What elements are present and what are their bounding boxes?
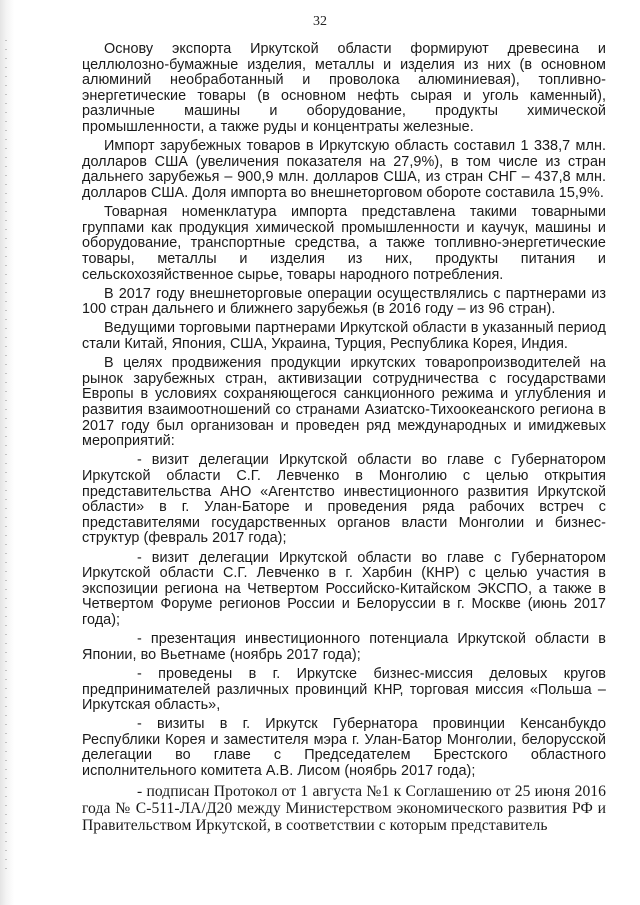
paragraph-partner-countries: В 2017 году внешнеторговые операции осуществлялись с партнерами из 100 стран дальнего и ближнего зарубежья (в 2016 году – из 96 стран). (82, 285, 606, 318)
document-body (82, 42, 606, 838)
page-number: 32 (313, 14, 327, 29)
paragraph-import-nomenclature: Товарная номенклатура импорта представлена такими товарными группами как продукция химической промышленности и каучук, машины и оборудование, транспортные средства, а также топливно-энергетические товары, металлы и изделия из них, продукты питания и сельскохозяйственное сырье, товары народного потребления. (82, 204, 606, 283)
binding-marks (5, 40, 7, 870)
list-item: - проведены в г. Иркутске бизнес-миссия деловых кругов предпринимателей различных провинций КНР, торговая миссия «Польша – Иркутская область», (82, 665, 606, 714)
list-item: - визит делегации Иркутской области во главе с Губернатором Иркутской области С.Г. Левченко в Монголию с целью открытия представительства АНО «Агентство инвестиционного развития Иркутской области» в г. Улан-Баторе и проведения ряда рабочих встреч с представителями государственных органов власти Монголии и бизнес-структур (февраль 2017 года); (82, 452, 606, 547)
list-item: - подписан Протокол от 1 августа №1 к Соглашению от 25 июня 2016 года № С-511-ЛА/Д20 между Министерством экономического развития РФ и Правительством Иркутской, в соответствии с которым представитель (82, 783, 606, 835)
paragraph-events-intro: В целях продвижения продукции иркутских товаропроизводителей на рынок зарубежных стран, активизации сотрудничества с государствами Европы в условиях сохраняющегося санкционного режима и углубления и развития взаимоотношений со странами Азиатско-Тихоокеанского региона в 2017 году был организован и проведен ряд международных и имиджевых мероприятий: (82, 355, 606, 450)
list-item: - визиты в г. Иркутск Губернатора провинции Кенсанбукдо Республики Корея и заместителя мэра г. Улан-Батор Монголии, белорусской делегации во главе с Председателем Брестского областного исполнительного комитета А.В. Лисом (ноябрь 2017 года); (82, 716, 606, 780)
paragraph-leading-partners: Ведущими торговыми партнерами Иркутской области в указанный период стали Китай, Япония, США, Украина, Турция, Республика Корея, Индия. (82, 320, 606, 353)
paragraph-import-volume: Импорт зарубежных товаров в Иркутскую область составил 1 338,7 млн. долларов США (увеличения показателя на 27,9%), в том числе из стран дальнего зарубежья – 900,9 млн. долларов США, из стран СНГ – 437,8 млн. долларов США. Доля импорта во внешнеторговом обороте составила 15,9%. (82, 138, 606, 201)
list-item: - визит делегации Иркутской области во главе с Губернатором Иркутской области С.Г. Левченко в г. Харбин (КНР) с целью участия в экспозиции региона на Четвертом Российско-Китайском ЭКСПО, а также в Четвертом Форуме регионов России и Белоруссии в г. Москве (июнь 2017 года); (82, 549, 606, 628)
list-item: - презентация инвестиционного потенциала Иркутской области в Японии, во Вьетнаме (ноябрь 2017 года); (82, 631, 606, 663)
scan-left-edge (0, 0, 14, 905)
paragraph-export-structure: Основу экспорта Иркутской области формируют древесина и целлюлозно-бумажные изделия, металлы и изделия из них (в основном алюминий необработанный и проволока алюминиевая), топливно-энергетические товары (в основном нефть сырая и уголь каменный), различные машины и оборудование, продукты химической промышленности, а также руды и концентраты железные. (82, 41, 606, 135)
